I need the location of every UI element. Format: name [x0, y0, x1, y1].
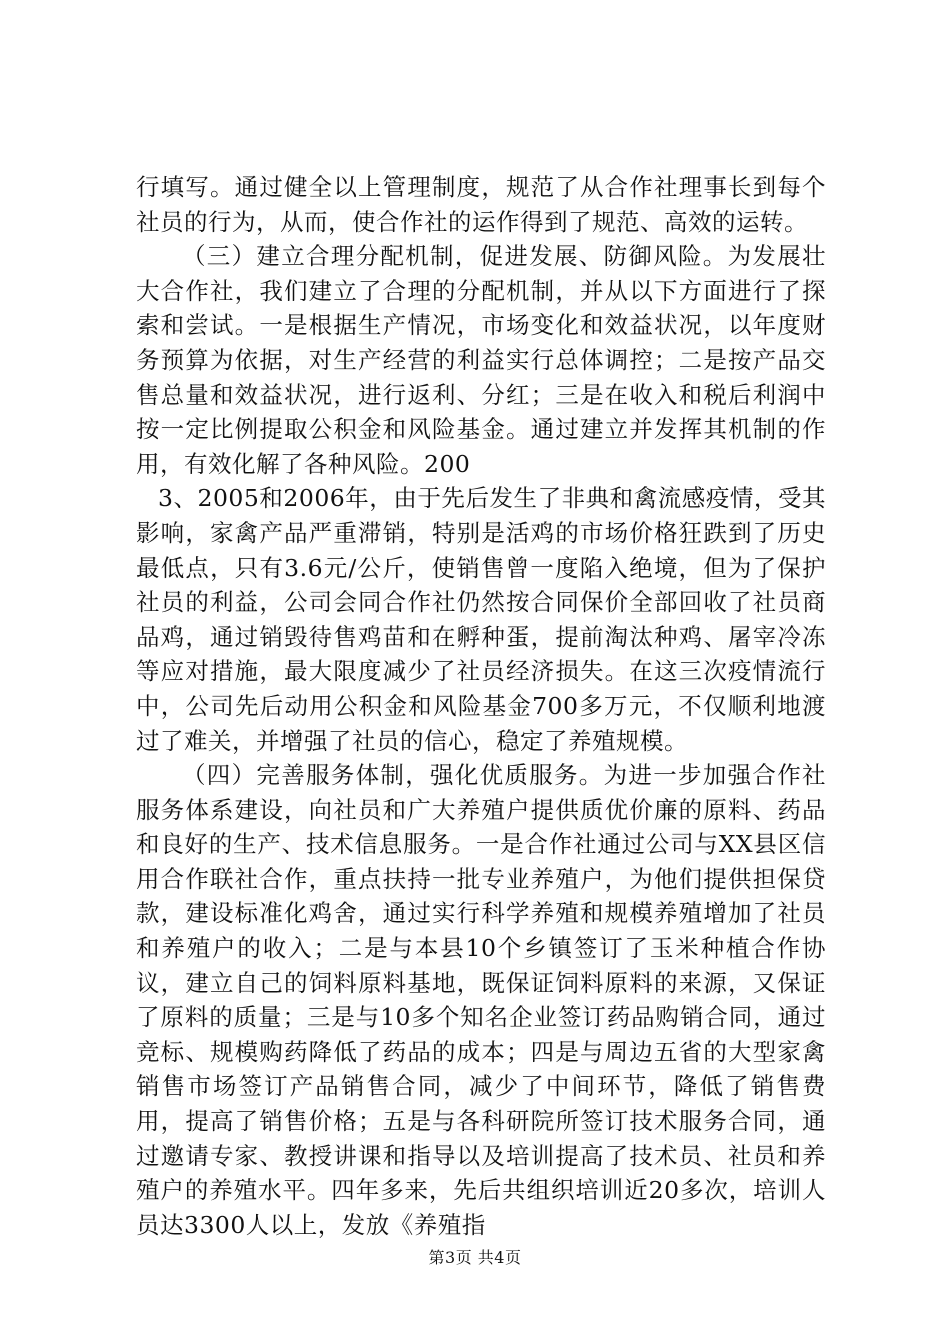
page-footer: 第3页 共4页: [428, 1248, 522, 1267]
paragraph-management-system: 行填写。通过健全以上管理制度，规范了从合作社理事长到每个社员的行为，从而，使合作社的运作得到了规范、高效的运转。: [136, 173, 826, 236]
document-body: [136, 170, 826, 1242]
paragraph-epidemic-response: 3、2005和2006年，由于先后发生了非典和禽流感疫情，受其影响，家禽产品严重滞销，特别是活鸡的市场价格狂跌到了历史最低点，只有3.6元/公斤，使销售曾一度陷入绝境，但为了保护社员的利益，公司会同合作社仍然按合同保价全部回收了社员商品鸡，通过销毁待售鸡苗和在孵种蛋，提前淘汰种鸡、屠宰冷冻等应对措施，最大限度减少了社员经济损失。在这三次疫情流行中，公司先后动用公积金和风险基金700多万元，不仅顺利地渡过了难关，并增强了社员的信心，稳定了养殖规模。: [136, 484, 826, 755]
paragraph-service-system: （四）完善服务体制，强化优质服务。为进一步加强合作社服务体系建设，向社员和广大养殖户提供质优价廉的原料、药品和良好的生产、技术信息服务。一是合作社通过公司与XX县区信用合作联社合作，重点扶持一批专业养殖户，为他们提供担保贷款，建设标准化鸡舍，通过实行科学养殖和规模养殖增加了社员和养殖户的收入；二是与本县10个乡镇签订了玉米种植合作协议，建立自己的饲料原料基地，既保证饲料原料的来源，又保证了原料的质量；三是与10多个知名企业签订药品购销合同，通过竞标、规模购药降低了药品的成本；四是与周边五省的大型家禽销售市场签订产品销售合同，减少了中间环节，降低了销售费用，提高了销售价格；五是与各科研院所签订技术服务合同，通过邀请专家、教授讲课和指导以及培训提高了技术员、社员和养殖户的养殖水平。四年多来，先后共组织培训近20多次，培训人员达3300人以上，发放《养殖指: [136, 761, 826, 1239]
paragraph-distribution-mechanism: （三）建立合理分配机制，促进发展、防御风险。为发展壮大合作社，我们建立了合理的分配机制，并从以下方面进行了探索和尝试。一是根据生产情况，市场变化和效益状况，以年度财务预算为依据，对生产经营的利益实行总体调控；二是按产品交售总量和效益状况，进行返利、分红；三是在收入和税后利润中按一定比例提取公积金和风险基金。通过建立并发挥其机制的作用，有效化解了各种风险。200: [136, 242, 826, 478]
